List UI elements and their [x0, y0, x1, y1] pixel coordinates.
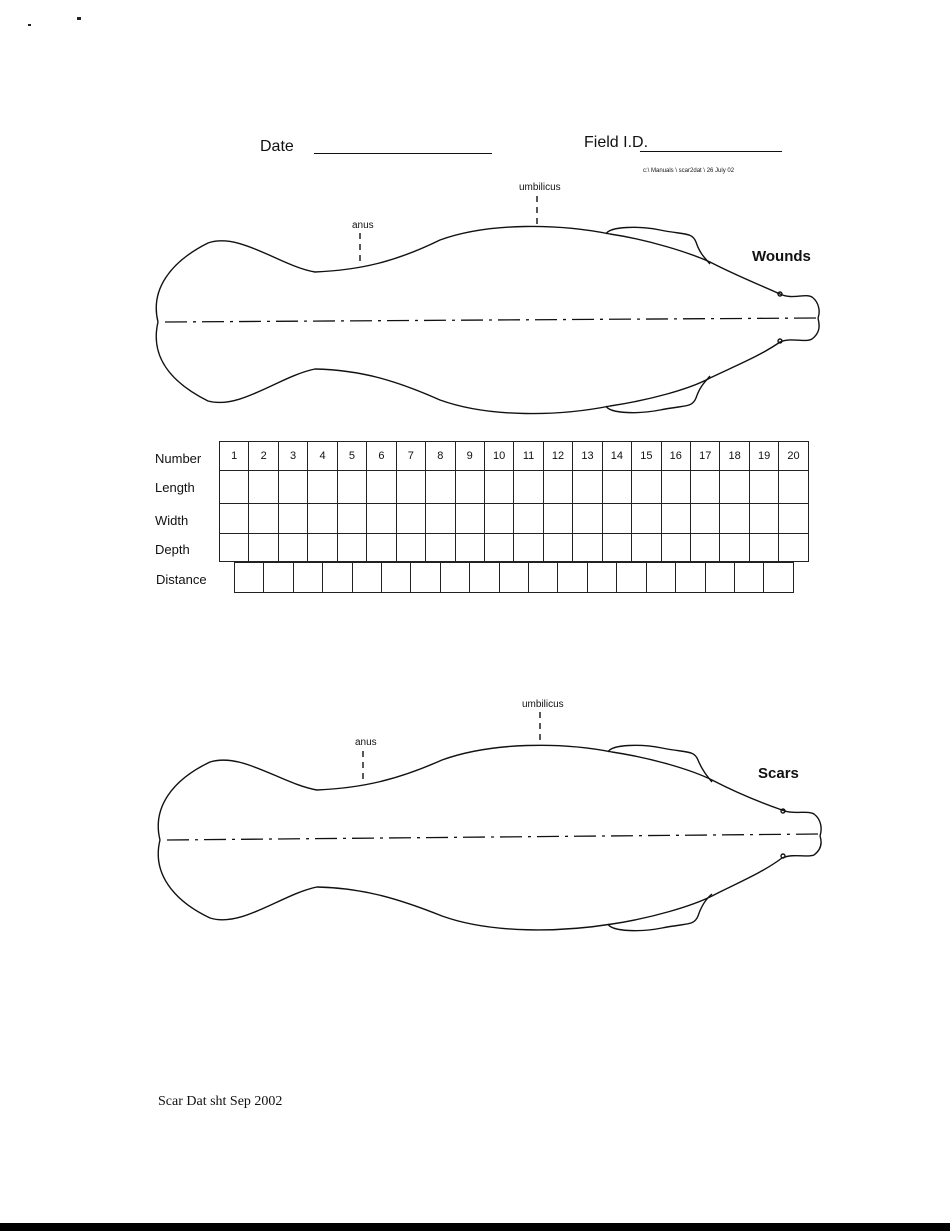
depth-cell[interactable] [396, 534, 425, 562]
wound-number-cell: 12 [543, 442, 572, 471]
length-cell[interactable] [337, 471, 366, 504]
file-path-note: c:\ Manuals \ scar2dat \ 26 July 02 [643, 168, 735, 174]
length-cell[interactable] [779, 471, 808, 504]
distance-cell[interactable] [646, 563, 675, 593]
depth-cell[interactable] [720, 534, 749, 562]
width-cell[interactable] [426, 504, 455, 534]
wound-number-cell: 18 [720, 442, 749, 471]
wound-number-cell: 13 [573, 442, 602, 471]
wound-number-cell: 5 [337, 442, 366, 471]
depth-cell[interactable] [426, 534, 455, 562]
number-row [220, 442, 809, 471]
depth-cell[interactable] [779, 534, 808, 562]
distance-cell[interactable] [382, 563, 411, 593]
length-cell[interactable] [396, 471, 425, 504]
wound-measurement-grid [219, 441, 809, 562]
length-cell[interactable] [278, 471, 307, 504]
wound-number-cell: 1 [220, 442, 249, 471]
width-cell[interactable] [367, 504, 396, 534]
length-cell[interactable] [573, 471, 602, 504]
width-cell[interactable] [543, 504, 572, 534]
row-label-depth: Depth [155, 542, 190, 557]
length-cell[interactable] [484, 471, 513, 504]
footer-note: Scar Dat sht Sep 2002 [158, 1094, 283, 1109]
wound-number-cell: 14 [602, 442, 631, 471]
date-line[interactable] [314, 153, 492, 154]
wound-number-cell: 3 [278, 442, 307, 471]
depth-cell[interactable] [455, 534, 484, 562]
width-cell[interactable] [308, 504, 337, 534]
distance-cell[interactable] [587, 563, 616, 593]
wound-number-cell: 8 [426, 442, 455, 471]
length-cell[interactable] [514, 471, 543, 504]
field-id-line[interactable] [640, 151, 782, 152]
wounds-umbilicus-label: umbilicus [519, 182, 561, 193]
wound-number-cell: 11 [514, 442, 543, 471]
width-cell[interactable] [249, 504, 278, 534]
width-cell[interactable] [661, 504, 690, 534]
distance-cell[interactable] [352, 563, 381, 593]
width-cell[interactable] [632, 504, 661, 534]
scars-body-outline [0, 700, 950, 960]
distance-cell[interactable] [264, 563, 293, 593]
distance-cell[interactable] [705, 563, 734, 593]
length-cell[interactable] [249, 471, 278, 504]
length-cell[interactable] [661, 471, 690, 504]
wound-number-cell: 15 [632, 442, 661, 471]
depth-cell[interactable] [220, 534, 249, 562]
field-id-label: Field I.D. [584, 134, 649, 151]
length-cell[interactable] [367, 471, 396, 504]
width-cell[interactable] [749, 504, 778, 534]
row-label-length: Length [155, 480, 195, 495]
depth-cell[interactable] [691, 534, 720, 562]
distance-grid [234, 562, 794, 593]
width-cell[interactable] [337, 504, 366, 534]
scan-bottom-edge [0, 1223, 950, 1231]
length-cell[interactable] [220, 471, 249, 504]
depth-cell[interactable] [249, 534, 278, 562]
row-label-number: Number [155, 451, 202, 466]
width-cell[interactable] [220, 504, 249, 534]
wound-number-cell: 19 [749, 442, 778, 471]
distance-cell[interactable] [411, 563, 440, 593]
length-cell[interactable] [455, 471, 484, 504]
wound-number-cell: 16 [661, 442, 690, 471]
distance-cell[interactable] [676, 563, 705, 593]
length-cell[interactable] [632, 471, 661, 504]
depth-cell[interactable] [543, 534, 572, 562]
width-cell[interactable] [278, 504, 307, 534]
depth-cell[interactable] [602, 534, 631, 562]
width-row [220, 504, 809, 534]
length-cell[interactable] [749, 471, 778, 504]
scan-speck [28, 24, 31, 26]
depth-cell[interactable] [749, 534, 778, 562]
distance-cell[interactable] [235, 563, 264, 593]
wound-number-cell: 20 [779, 442, 808, 471]
date-label: Date [260, 138, 294, 155]
scan-speck [77, 17, 81, 20]
distance-cell[interactable] [617, 563, 646, 593]
depth-cell[interactable] [632, 534, 661, 562]
wound-number-cell: 4 [308, 442, 337, 471]
wound-number-cell: 2 [249, 442, 278, 471]
wound-number-cell: 9 [455, 442, 484, 471]
length-cell[interactable] [426, 471, 455, 504]
depth-cell[interactable] [367, 534, 396, 562]
row-label-distance: Distance [156, 572, 207, 587]
width-cell[interactable] [396, 504, 425, 534]
depth-cell[interactable] [278, 534, 307, 562]
depth-cell[interactable] [308, 534, 337, 562]
depth-cell[interactable] [661, 534, 690, 562]
wounds-title: Wounds [752, 248, 811, 265]
wounds-anus-label: anus [352, 220, 374, 231]
depth-cell[interactable] [514, 534, 543, 562]
distance-row [235, 563, 794, 593]
length-cell[interactable] [543, 471, 572, 504]
distance-cell[interactable] [470, 563, 499, 593]
length-cell[interactable] [308, 471, 337, 504]
distance-cell[interactable] [529, 563, 558, 593]
distance-cell[interactable] [558, 563, 587, 593]
distance-cell[interactable] [734, 563, 763, 593]
width-cell[interactable] [573, 504, 602, 534]
distance-cell[interactable] [440, 563, 469, 593]
wound-number-cell: 17 [691, 442, 720, 471]
distance-cell[interactable] [293, 563, 322, 593]
scars-anus-label: anus [355, 737, 377, 748]
scars-umbilicus-label: umbilicus [522, 699, 564, 710]
depth-cell[interactable] [484, 534, 513, 562]
length-cell[interactable] [720, 471, 749, 504]
width-cell[interactable] [691, 504, 720, 534]
distance-cell[interactable] [764, 563, 794, 593]
wound-number-cell: 10 [484, 442, 513, 471]
wound-number-cell: 6 [367, 442, 396, 471]
depth-cell[interactable] [337, 534, 366, 562]
wound-number-cell: 7 [396, 442, 425, 471]
depth-row [220, 534, 809, 562]
width-cell[interactable] [720, 504, 749, 534]
width-cell[interactable] [514, 504, 543, 534]
width-cell[interactable] [779, 504, 808, 534]
depth-cell[interactable] [573, 534, 602, 562]
length-cell[interactable] [602, 471, 631, 504]
width-cell[interactable] [602, 504, 631, 534]
length-row [220, 471, 809, 504]
width-cell[interactable] [455, 504, 484, 534]
row-label-width: Width [155, 513, 189, 528]
width-cell[interactable] [484, 504, 513, 534]
distance-cell[interactable] [323, 563, 352, 593]
length-cell[interactable] [691, 471, 720, 504]
scars-title: Scars [758, 765, 799, 782]
distance-cell[interactable] [499, 563, 528, 593]
wounds-body-outline [0, 180, 950, 440]
